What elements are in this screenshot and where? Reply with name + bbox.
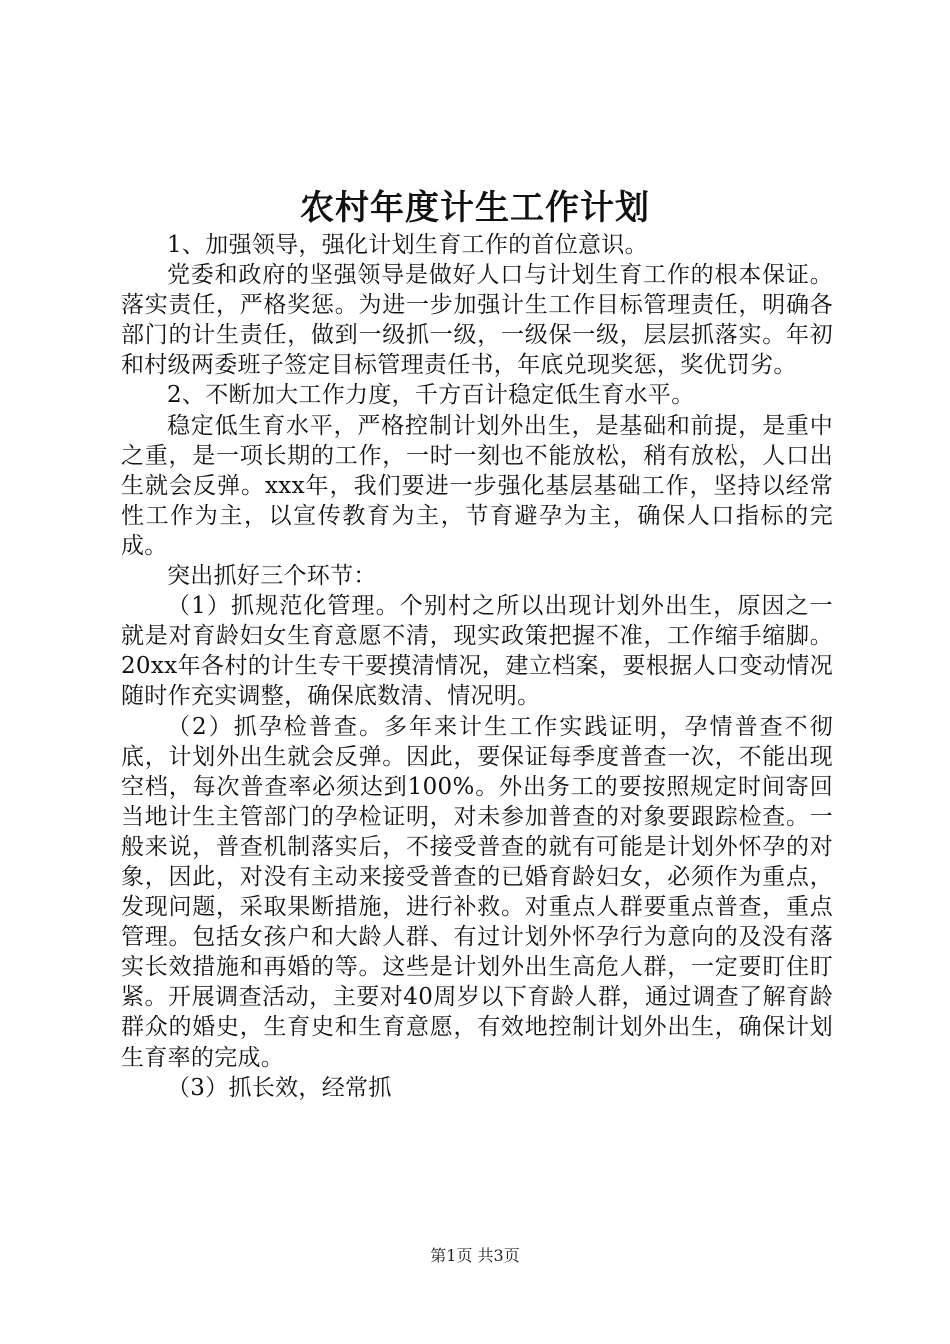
paragraph-three-links: 突出抓好三个环节： bbox=[167, 563, 377, 590]
section-heading-1: 1、加强领导，强化计划生育工作的首位意识。 bbox=[167, 232, 648, 258]
section-heading-2: 2、不断加大工作力度，千方百计稳定低生育水平。 bbox=[167, 382, 695, 409]
paragraph-item-3: （3）抓长效，经常抓 bbox=[167, 1074, 392, 1101]
document-body bbox=[121, 230, 833, 1103]
paragraph-leadership: 党委和政府的坚强领导是做好人口与计划生育工作的根本保证。落实责任，严格奖惩。为进一步加强计生工作目标管理责任，明确各部门的计生责任，做到一级抓一级，一级保一级，层层抓落实。年初和村级两委班子签定目标管理责任书，年底兑现奖惩，奖优罚劣。 bbox=[121, 262, 833, 379]
paragraph-item-2: （2）抓孕检普查。多年来计生工作实践证明，孕情普查不彻底，计划外出生就会反弹。因此，要保证每季度普查一次，不能出现空档，每次普查率必须达到100%。外出务工的要按照规定时间寄回当地计生主管部门的孕检证明，对未参加普查的对象要跟踪检查。一般来说，普查机制落实后，不接受普查的就有可能是计划外怀孕的对象，因此，对没有主动来接受普查的已婚育龄妇女，必须作为重点，发现问题，采取果断措施，进行补救。对重点人群要重点普查，重点管理。包括女孩户和大龄人群、有过计划外怀孕行为意向的及没有落实长效措施和再婚的等。这些是计划外出生高危人群，一定要盯住盯紧。开展调查活动，主要对40周岁以下育龄人群，通过调查了解育龄群众的婚史，生育史和生育意愿，有效地控制计划外出生，确保计划生育率的完成。 bbox=[121, 713, 833, 1071]
paragraph-birth-level: 稳定低生育水平，严格控制计划外出生，是基础和前提，是重中之重，是一项长期的工作，一时一刻也不能放松，稍有放松，人口出生就会反弹。xxx年，我们要进一步强化基层基础工作，坚持以经常性工作为主，以宣传教育为主，节育避孕为主，确保人口指标的完成。 bbox=[121, 412, 833, 559]
document-title: 农村年度计生工作计划 bbox=[300, 188, 650, 228]
paragraph-item-1: （1）抓规范化管理。个别村之所以出现计划外出生，原因之一就是对育龄妇女生育意愿不清，现实政策把握不准，工作缩手缩脚。20xx年各村的计生专干要摸清情况，建立档案，要根据人口变动情况随时作充实调整，确保底数清、情况明。 bbox=[121, 593, 833, 710]
page-footer: 第1页 共3页 bbox=[430, 1246, 520, 1265]
